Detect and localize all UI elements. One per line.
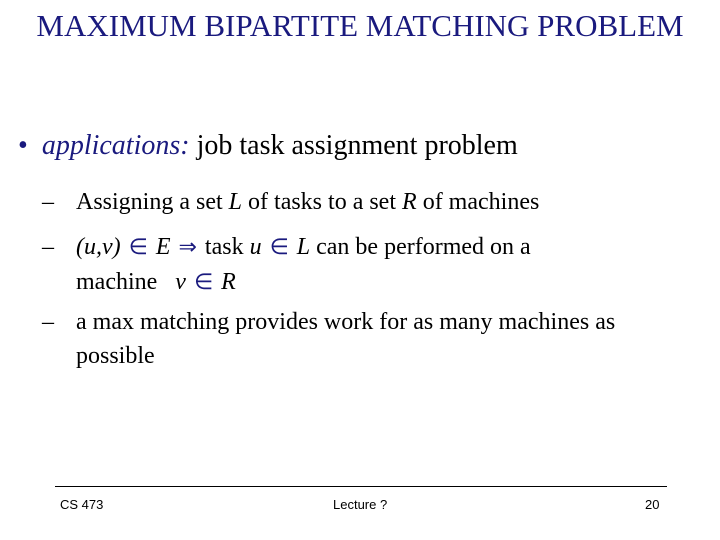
set-l: L	[228, 189, 243, 215]
subitem-line-1	[42, 303, 718, 341]
subitem-edge-condition	[42, 228, 712, 302]
element-of-symbol: ∈	[193, 270, 214, 295]
element-of-symbol: ∈	[128, 235, 148, 260]
set-r: R	[402, 189, 417, 215]
var-u: u	[249, 234, 262, 260]
dash-marker: –	[42, 189, 54, 215]
set-r: R	[221, 269, 236, 295]
subitem-text-c: of machines	[416, 189, 540, 215]
task-word: task	[198, 234, 250, 260]
bullet-keyword: applications:	[41, 130, 190, 161]
footer-lecture: Lecture ?	[333, 497, 388, 512]
subitem-max-matching	[42, 303, 718, 375]
edge-uv: (u,v)	[76, 234, 121, 260]
footer-page-number: 20	[645, 497, 660, 512]
bullet-marker: •	[18, 130, 28, 161]
subitem-text-b: of tasks to a set	[242, 189, 403, 215]
var-v: v	[175, 269, 186, 295]
dash-marker: –	[42, 309, 54, 335]
subitem-line-1	[42, 228, 712, 267]
slide-title: MAXIMUM BIPARTITE MATCHING PROBLEM	[36, 8, 684, 43]
max-matching-text: a max matching provides work for as many machines as	[76, 309, 616, 335]
footer-course: CS 473	[60, 497, 104, 512]
set-l: L	[296, 234, 311, 260]
subitem-assigning	[42, 183, 712, 221]
subitem-line-2: possible	[76, 343, 155, 369]
footer-divider	[55, 486, 667, 487]
implies-symbol: ⇒	[178, 235, 197, 260]
subitem-text-a: Assigning a set	[76, 189, 229, 215]
dash-marker: –	[42, 234, 54, 260]
bullet-applications	[18, 130, 518, 162]
performed-text: can be performed on a	[310, 234, 531, 260]
element-of-symbol: ∈	[269, 235, 289, 260]
subitem-line-2	[42, 263, 712, 302]
edge-set-e: E	[155, 234, 171, 260]
machine-word: machine	[76, 269, 158, 295]
bullet-text: job task assignment problem	[196, 130, 518, 161]
